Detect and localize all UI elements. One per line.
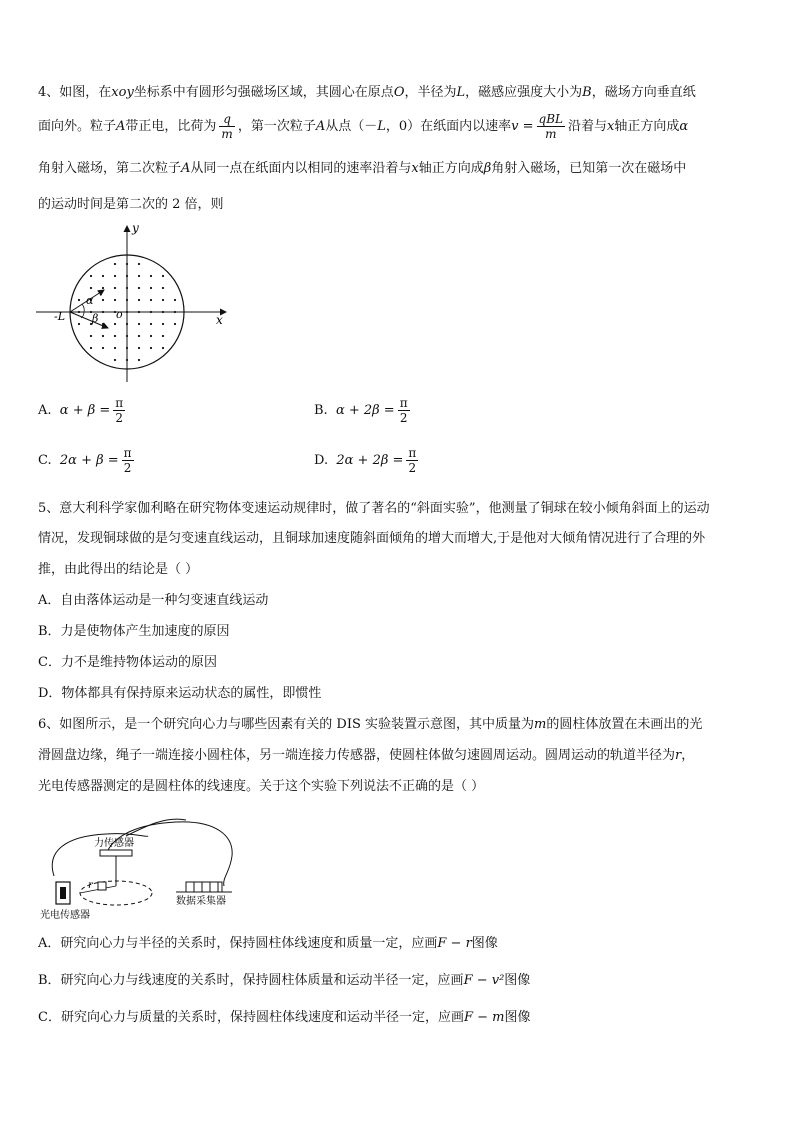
- field-dot: [102, 323, 104, 325]
- frac-denominator: 2: [123, 461, 132, 475]
- field-dot: [162, 323, 164, 325]
- cylinder: [98, 882, 106, 890]
- magnetic-field-figure: [36, 222, 236, 386]
- field-dot: [114, 299, 116, 301]
- field-dot: [114, 275, 116, 277]
- frac-numerator: π: [408, 446, 417, 460]
- q6-option-c: [38, 1009, 530, 1027]
- text: 坐标系中有圆形匀强磁场区域，其圆心在原点: [133, 85, 394, 100]
- q4-line-4: 的运动时间是第二次的 2 倍，则: [38, 197, 224, 212]
- field-dot: [126, 299, 128, 301]
- math-x: x: [411, 161, 419, 176]
- field-dot: [174, 311, 176, 313]
- y-label: y: [132, 222, 139, 235]
- field-dot: [126, 323, 128, 325]
- option-text: A．研究向心力与半径的关系时，保持圆柱体线速度和质量一定，应画: [38, 936, 438, 951]
- field-dot: [150, 287, 152, 289]
- option-key: A.: [38, 403, 52, 418]
- math-O: O: [393, 85, 405, 100]
- math-L: L: [377, 119, 386, 134]
- option-key: B.: [314, 403, 328, 418]
- field-dot: [90, 335, 92, 337]
- field-dot: [138, 275, 140, 277]
- field-dot: [126, 287, 128, 289]
- text: 滑圆盘边缘，绳子一端连接小圆柱体，另一端连接力传感器，使圆柱体做匀速圆周运动。圆周运动的轨道半径为: [38, 748, 676, 763]
- data-collector: [186, 882, 222, 892]
- field-dot: [162, 287, 164, 289]
- frac-denominator: m: [545, 127, 557, 141]
- q5-line-2: 情况，发现铜球做的是匀变速直线运动，且铜球加速度随斜面倾角的增大而增大,于是他对大倾角情况进行了合理的外: [38, 531, 706, 546]
- field-dot: [162, 347, 164, 349]
- field-dot: [162, 275, 164, 277]
- field-dot: [102, 299, 104, 301]
- text: ，磁场方向垂直纸: [591, 85, 696, 100]
- field-dot: [150, 323, 152, 325]
- math-alpha: α: [679, 119, 689, 134]
- math-A: A: [181, 161, 191, 176]
- field-dot: [126, 311, 128, 313]
- fraction: [122, 446, 134, 475]
- field-dot: [114, 335, 116, 337]
- text: 的圆柱体放置在未画出的光: [546, 717, 703, 732]
- field-dot: [114, 323, 116, 325]
- text: ，: [681, 748, 695, 763]
- frac-numerator: π: [115, 396, 124, 410]
- field-dot: [162, 335, 164, 337]
- q4-line-3: [38, 160, 686, 178]
- q6-option-a: [38, 935, 498, 953]
- q4-line-2: [38, 112, 688, 141]
- q4-option-a: [38, 396, 128, 425]
- option-expr: F − r: [437, 936, 472, 951]
- field-dot: [138, 335, 140, 337]
- radius-label: r: [88, 880, 93, 891]
- field-dot: [174, 299, 176, 301]
- option-text: B．研究向心力与线速度的关系时，保持圆柱体质量和运动半径一定，应画: [38, 973, 464, 988]
- field-dot: [138, 323, 140, 325]
- math-xoy: xoy: [111, 85, 134, 100]
- option-expr: 2α + β =: [59, 453, 119, 468]
- q5-option-c: C．力不是维持物体运动的原因: [38, 655, 217, 670]
- field-dot: [102, 275, 104, 277]
- text: 角射入磁场，已知第一次在磁场中: [491, 161, 687, 176]
- photoelectric-sensor-label: 光电传感器: [40, 910, 90, 921]
- field-dot: [150, 335, 152, 337]
- frac-denominator: m: [221, 127, 233, 141]
- option-expr: F − m: [463, 1010, 505, 1025]
- field-dot: [102, 347, 104, 349]
- text: ，半径为: [404, 85, 457, 100]
- text: 带正电，比荷为: [125, 119, 217, 134]
- q5-line-1: 5、意大利科学家伽利略在研究物体变速运动规律时，做了著名的“斜面实验”，他测量了铜球在较小倾角斜面上的运动: [38, 501, 710, 516]
- math-r: r: [675, 748, 682, 763]
- field-dot: [126, 347, 128, 349]
- text: ，第一次粒子: [237, 119, 316, 134]
- frac-denominator: 2: [399, 411, 408, 425]
- math-B: B: [582, 85, 592, 100]
- math-A: A: [116, 119, 126, 134]
- field-dot: [150, 347, 152, 349]
- fraction-q-over-m: [219, 112, 234, 141]
- text: 从点（－: [325, 119, 378, 134]
- field-dot: [102, 335, 104, 337]
- field-dot: [126, 275, 128, 277]
- alpha-arc: [82, 304, 84, 312]
- text: 从同一点在纸面内以相同的速率沿着与: [190, 161, 412, 176]
- text: 6、如图所示，是一个研究向心力与哪些因素有关的 DIS 实验装置示意图，其中质量为: [38, 717, 535, 732]
- field-dot: [150, 275, 152, 277]
- field-dot: [138, 359, 140, 361]
- q4-option-c: [38, 446, 137, 475]
- field-dot: [114, 347, 116, 349]
- text: 沿着与: [568, 119, 608, 134]
- frac-numerator: qBL: [538, 112, 563, 126]
- field-dot: [150, 299, 152, 301]
- x-label: x: [216, 313, 223, 327]
- math-v-eq: v =: [511, 119, 534, 134]
- photoelectric-sensor-core: [60, 887, 66, 899]
- math-x: x: [607, 119, 615, 134]
- option-expr: α + 2β =: [335, 403, 395, 418]
- text: ，0）在纸面内以速率: [385, 119, 512, 134]
- field-dot: [90, 275, 92, 277]
- option-expr: F − v²: [463, 973, 505, 988]
- q4-option-d: [314, 446, 421, 475]
- math-A: A: [315, 119, 326, 134]
- q4-option-b: [314, 396, 413, 425]
- field-dot: [138, 347, 140, 349]
- q5-option-d: D．物体都具有保持原来运动状态的属性，即惯性: [38, 686, 322, 701]
- fraction-qBL-over-m: [537, 112, 565, 141]
- field-dot: [138, 287, 140, 289]
- frac-numerator: π: [399, 396, 408, 410]
- frac-numerator: π: [123, 446, 132, 460]
- option-tail: 图像: [504, 973, 531, 988]
- field-dot: [102, 287, 104, 289]
- origin-label: o: [116, 308, 123, 321]
- q5-option-b: B．力是使物体产生加速度的原因: [38, 624, 230, 639]
- field-dot: [126, 263, 128, 265]
- option-key: C.: [38, 453, 52, 468]
- field-dot: [78, 311, 80, 313]
- text: 4、如图，在: [38, 85, 112, 100]
- math-beta: β: [483, 161, 492, 176]
- field-dot: [138, 311, 140, 313]
- option-text: C．研究向心力与质量的关系时，保持圆柱体线速度和运动半径一定，应画: [38, 1010, 464, 1025]
- q6-line-2: [38, 747, 694, 765]
- beta-label: β: [92, 312, 99, 325]
- option-expr: 2α + 2β =: [336, 453, 404, 468]
- field-dot: [114, 287, 116, 289]
- text: 角射入磁场，第二次粒子: [38, 161, 182, 176]
- field-dot: [126, 335, 128, 337]
- field-dot: [78, 323, 80, 325]
- fraction: [113, 396, 125, 425]
- fraction: [406, 446, 418, 475]
- math-L: L: [456, 85, 466, 100]
- option-tail: 图像: [471, 936, 498, 951]
- fraction: [398, 396, 410, 425]
- q6-line-1: [38, 716, 702, 734]
- frac-numerator: q: [219, 112, 234, 127]
- field-dot: [174, 323, 176, 325]
- math-m: m: [534, 717, 547, 732]
- text: ，磁感应强度大小为: [465, 85, 583, 100]
- frac-denominator: 2: [115, 411, 124, 425]
- neg-L-label: -L: [54, 310, 66, 323]
- option-expr: α + β =: [59, 403, 111, 418]
- field-dot: [114, 359, 116, 361]
- q5-option-a: A．自由落体运动是一种匀变速直线运动: [38, 593, 269, 608]
- field-dot: [102, 311, 104, 313]
- text: 轴正方向成: [418, 161, 484, 176]
- text: 面向外。粒子: [38, 119, 117, 134]
- q5-line-3: 推，由此得出的结论是（ ）: [38, 562, 199, 577]
- beta-velocity-arrow: [70, 312, 108, 328]
- field-dot: [162, 299, 164, 301]
- field-dot: [126, 359, 128, 361]
- field-dot: [138, 299, 140, 301]
- text: 轴正方向成: [614, 119, 680, 134]
- data-collector-label: 数据采集器: [176, 896, 226, 907]
- q4-line-1: [38, 84, 696, 102]
- dis-apparatus-figure: [36, 806, 246, 926]
- frac-denominator: 2: [408, 461, 417, 475]
- field-dot: [114, 263, 116, 265]
- force-sensor: [100, 850, 132, 856]
- alpha-label: α: [86, 294, 94, 307]
- q6-option-b: [38, 972, 530, 990]
- force-sensor-label: 力传感器: [94, 838, 134, 849]
- field-dot: [90, 347, 92, 349]
- option-key: D.: [314, 453, 329, 468]
- field-dot: [162, 311, 164, 313]
- field-dot: [138, 263, 140, 265]
- field-dot: [150, 311, 152, 313]
- field-dot: [90, 287, 92, 289]
- field-dot: [78, 299, 80, 301]
- q6-line-3: 光电传感器测定的是圆柱体的线速度。关于这个实验下列说法不正确的是（ ）: [38, 779, 485, 794]
- option-tail: 图像: [504, 1010, 531, 1025]
